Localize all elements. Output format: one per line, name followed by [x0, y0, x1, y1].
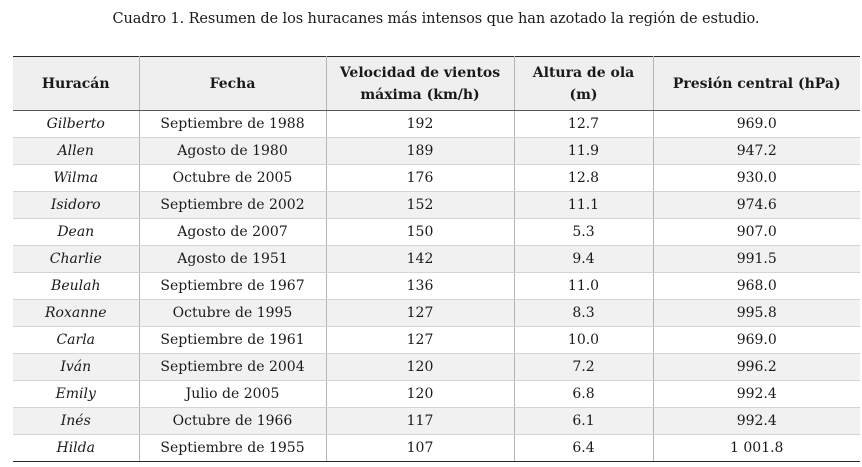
- cell-central-pressure: 1 001.8: [653, 435, 860, 462]
- cell-max-wind-speed: 189: [326, 138, 514, 165]
- cell-wave-height: 6.8: [514, 381, 653, 408]
- cell-wave-height: 12.8: [514, 165, 653, 192]
- cell-max-wind-speed: 136: [326, 273, 514, 300]
- cell-max-wind-speed: 150: [326, 219, 514, 246]
- cell-central-pressure: 969.0: [653, 111, 860, 138]
- table-row: [13, 273, 860, 300]
- cell-wave-height: 11.1: [514, 192, 653, 219]
- cell-wave-height: 11.9: [514, 138, 653, 165]
- column-header-max-wind-speed: Velocidad de vientos máxima (km/h): [326, 57, 514, 111]
- cell-date: Septiembre de 1967: [139, 273, 326, 300]
- cell-date: Septiembre de 1955: [139, 435, 326, 462]
- cell-central-pressure: 968.0: [653, 273, 860, 300]
- cell-wave-height: 5.3: [514, 219, 653, 246]
- cell-wave-height: 8.3: [514, 300, 653, 327]
- table-row: [13, 246, 860, 273]
- cell-central-pressure: 907.0: [653, 219, 860, 246]
- cell-max-wind-speed: 142: [326, 246, 514, 273]
- cell-central-pressure: 969.0: [653, 327, 860, 354]
- table-row: [13, 165, 860, 192]
- table-caption: Cuadro 1. Resumen de los huracanes más intensos que han azotado la región de estudio.: [112, 11, 760, 27]
- cell-date: Julio de 2005: [139, 381, 326, 408]
- cell-max-wind-speed: 107: [326, 435, 514, 462]
- hurricane-table: [13, 56, 860, 462]
- table-row: [13, 219, 860, 246]
- cell-date: Agosto de 2007: [139, 219, 326, 246]
- cell-date: Septiembre de 1961: [139, 327, 326, 354]
- cell-wave-height: 6.1: [514, 408, 653, 435]
- cell-date: Agosto de 1980: [139, 138, 326, 165]
- cell-max-wind-speed: 192: [326, 111, 514, 138]
- cell-central-pressure: 991.5: [653, 246, 860, 273]
- cell-hurricane-name: Hilda: [13, 435, 139, 462]
- table-row: [13, 381, 860, 408]
- column-header-hurricane: Huracán: [13, 57, 139, 111]
- column-header-central-pressure: Presión central (hPa): [653, 57, 860, 111]
- cell-date: Septiembre de 2002: [139, 192, 326, 219]
- cell-date: Septiembre de 2004: [139, 354, 326, 381]
- cell-central-pressure: 995.8: [653, 300, 860, 327]
- cell-date: Octubre de 1995: [139, 300, 326, 327]
- table-row: [13, 138, 860, 165]
- cell-hurricane-name: Beulah: [13, 273, 139, 300]
- cell-max-wind-speed: 176: [326, 165, 514, 192]
- table-row: [13, 192, 860, 219]
- cell-hurricane-name: Charlie: [13, 246, 139, 273]
- column-header-wave-height: Altura de ola (m): [514, 57, 653, 111]
- cell-central-pressure: 930.0: [653, 165, 860, 192]
- cell-wave-height: 7.2: [514, 354, 653, 381]
- table-header-row: [13, 57, 860, 111]
- cell-hurricane-name: Iván: [13, 354, 139, 381]
- table-row: [13, 300, 860, 327]
- cell-hurricane-name: Wilma: [13, 165, 139, 192]
- column-header-date: Fecha: [139, 57, 326, 111]
- cell-hurricane-name: Emily: [13, 381, 139, 408]
- table-row: [13, 435, 860, 462]
- cell-hurricane-name: Allen: [13, 138, 139, 165]
- table-row: [13, 354, 860, 381]
- table-row: [13, 327, 860, 354]
- cell-hurricane-name: Gilberto: [13, 111, 139, 138]
- cell-central-pressure: 947.2: [653, 138, 860, 165]
- cell-wave-height: 10.0: [514, 327, 653, 354]
- cell-hurricane-name: Inés: [13, 408, 139, 435]
- cell-hurricane-name: Carla: [13, 327, 139, 354]
- table-body: [13, 111, 860, 462]
- cell-wave-height: 11.0: [514, 273, 653, 300]
- cell-date: Agosto de 1951: [139, 246, 326, 273]
- cell-hurricane-name: Dean: [13, 219, 139, 246]
- cell-central-pressure: 996.2: [653, 354, 860, 381]
- cell-wave-height: 9.4: [514, 246, 653, 273]
- cell-max-wind-speed: 152: [326, 192, 514, 219]
- table-row: [13, 408, 860, 435]
- cell-max-wind-speed: 120: [326, 381, 514, 408]
- cell-max-wind-speed: 117: [326, 408, 514, 435]
- cell-central-pressure: 974.6: [653, 192, 860, 219]
- cell-hurricane-name: Isidoro: [13, 192, 139, 219]
- cell-date: Octubre de 1966: [139, 408, 326, 435]
- cell-date: Octubre de 2005: [139, 165, 326, 192]
- cell-max-wind-speed: 127: [326, 327, 514, 354]
- cell-hurricane-name: Roxanne: [13, 300, 139, 327]
- cell-central-pressure: 992.4: [653, 408, 860, 435]
- cell-date: Septiembre de 1988: [139, 111, 326, 138]
- cell-wave-height: 12.7: [514, 111, 653, 138]
- cell-wave-height: 6.4: [514, 435, 653, 462]
- cell-max-wind-speed: 127: [326, 300, 514, 327]
- cell-max-wind-speed: 120: [326, 354, 514, 381]
- table-row: [13, 111, 860, 138]
- cell-central-pressure: 992.4: [653, 381, 860, 408]
